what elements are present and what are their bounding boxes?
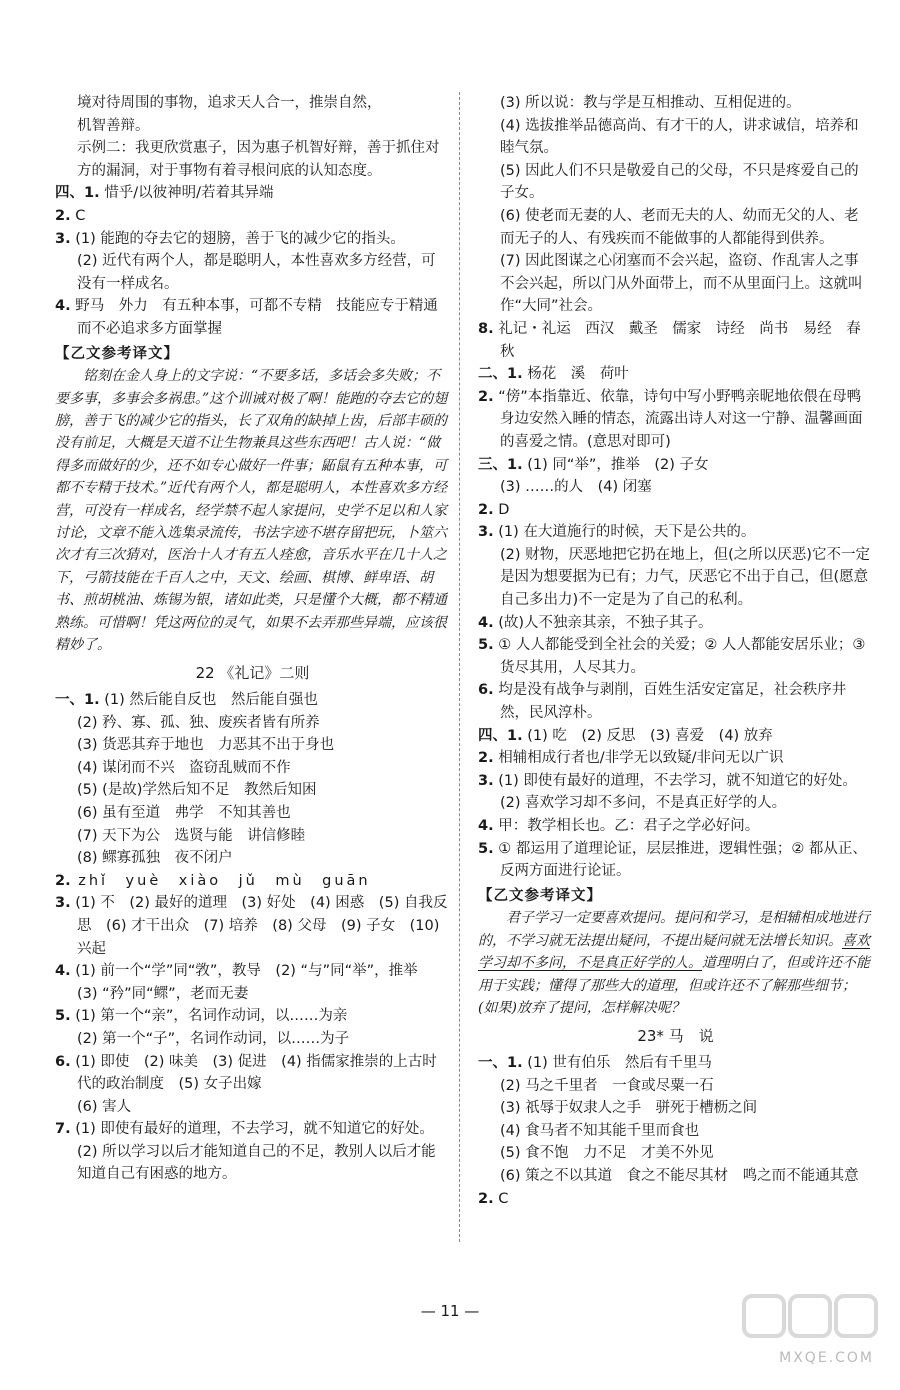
answer-text: (故)人不独亲其亲，不独子其子。 (493, 614, 713, 631)
answer-line (55, 1051, 450, 1096)
answer-line (478, 1075, 873, 1098)
answer-line (478, 1097, 873, 1120)
answer-line (55, 870, 450, 893)
answer-text: (1) 能跑的夺去它的翅膀，善于飞的减少它的指头。 (70, 230, 405, 247)
answer-text: (7) 因此图谋之心闭塞而不会兴起，盗窃、作乱害人之事不会兴起，所以门从外面带上，而不从里面闩上。这就叫作“大同”社会。 (500, 253, 863, 315)
answer-text: (1) 不 (2) 最好的道理 (3) 好处 (4) 困惑 (5) 自我反思 (6) 才干出众 (7) 培养 (8) 父母 (9) 子女 (10) 兴起 (70, 895, 448, 957)
answer-line (478, 815, 873, 838)
answer-line (478, 1165, 873, 1188)
translation-underlined: 喜欢学习却不多问，不是真正好学的人。 (478, 932, 870, 972)
answer-line (55, 1005, 450, 1028)
answer-text: (1) 即使有最好的道理，不去学习，就不知道它的好处。 (70, 1121, 434, 1138)
answer-line (55, 92, 450, 115)
answer-line (478, 679, 873, 724)
answer-line (478, 1052, 873, 1075)
answer-line (55, 137, 450, 182)
answer-text: (6) 使老而无妻的人、老而无夫的人、幼而无父的人、老而无子的人、有残疾而不能做事的人都能得到供养。 (500, 207, 859, 247)
answer-text: (6) 虽有至道 弗学 不知其善也 (77, 804, 291, 821)
answer-line (478, 544, 873, 612)
answer-text: ① 人人都能受到全社会的关爱；② 人人都能安居乐业；③ 货尽其用，人尽其力。 (493, 637, 866, 676)
answer-text: (2) 财物，厌恶地把它扔在地上，但(之所以厌恶)它不一定是因为想要据为已有；力气，厌恶它不出于自己，但(愿意自己多出力)不一定是为了自己的私利。 (500, 546, 870, 609)
answer-line (478, 1142, 873, 1165)
column-divider (459, 92, 460, 1242)
answer-line (55, 689, 450, 712)
lesson-title: 23* 马 说 (637, 1027, 714, 1046)
answer-text: C (70, 207, 86, 224)
answer-number: 3. (55, 230, 71, 247)
answer-line (478, 476, 873, 499)
answer-line (478, 612, 873, 635)
answer-text: (1) 同“举”，推举 (2) 子女 (522, 456, 709, 473)
answer-number: 2. (478, 750, 494, 767)
left-column (55, 92, 450, 1186)
answer-text: 机智善辩。 (77, 117, 150, 134)
answer-text: C (493, 1190, 509, 1207)
answer-number: 4. (478, 614, 494, 631)
answer-number: 2. (55, 872, 71, 889)
answer-line (55, 228, 450, 251)
answer-number: 8. (478, 320, 494, 337)
answer-text: (6) 害人 (77, 1098, 132, 1115)
answer-number: 6. (55, 1053, 71, 1070)
answer-text: (2) 第一个“子”，名词作动词，以……为子 (77, 1030, 350, 1047)
answer-text: (4) 谋闭而不兴 盗窃乱贼而不作 (77, 759, 291, 776)
answer-text: 野马 外力 有五种本事，可都不专精 技能应专于精通而不必追求多方面掌握 (70, 298, 438, 337)
answer-line (478, 770, 873, 793)
answer-text: D (493, 501, 510, 518)
answer-line (478, 499, 873, 522)
answer-text: (4) 选拔推举品德高尚、有才干的人，讲求诚信，培养和睦气氛。 (500, 117, 859, 157)
answer-line (55, 295, 450, 340)
answer-number: 3. (478, 524, 494, 541)
answer-text: (1) 第一个“亲”，名词作动词，以……为亲 (70, 1008, 348, 1025)
answer-number: 2. (478, 1190, 494, 1207)
pinyin-answer: zhǐ yuè xiào jǔ mù guān (70, 872, 371, 889)
answer-line (478, 160, 873, 205)
answer-line (55, 757, 450, 780)
answer-line (478, 250, 873, 318)
answer-number: 4. (55, 298, 71, 315)
answer-text: (7) 天下为公 选贤与能 讲信修睦 (77, 827, 306, 844)
answer-number: 4. (478, 818, 494, 834)
answer-number: 6. (478, 682, 494, 699)
answer-line (478, 318, 873, 363)
answer-text: (2) 所以学习以后才能知道自己的不足，教别人以后才能知道自己有困惑的地方。 (77, 1143, 436, 1183)
answer-text: (1) 前一个“学”同“敩”，教导 (2) “与”同“举”，推举 (3) “矜”同“鳏”，老而无妻 (70, 963, 433, 1002)
answer-text: (5) 因此人们不只是敬爱自己的父母，不只是疼爱自己的子女。 (500, 162, 859, 202)
answer-text: 示例二：我更欣赏惠子，因为惠子机智好辩，善于抓住对方的漏洞，对于事物有着寻根问底的认知态度。 (77, 140, 440, 179)
answer-text: (8) 鳏寡孤独 夜不闭户 (77, 850, 233, 867)
answer-line (478, 92, 873, 115)
answer-text: 境对待周围的事物，追求天人合一，推崇自然， (77, 95, 382, 111)
answer-text: (2) 喜欢学习却不多问，不是真正好学的人。 (500, 795, 787, 812)
answer-line (478, 363, 873, 386)
answer-number: 5. (478, 840, 494, 857)
answer-number: 一、1. (55, 692, 100, 708)
answer-number: 2. (478, 501, 494, 518)
answer-text: (3) 祇辱于奴隶人之手 骈死于槽枥之间 (500, 1100, 758, 1117)
answer-line (478, 454, 873, 477)
answer-text: (4) 食马者不知其能千里而食也 (500, 1122, 700, 1139)
page-number: — 11 — (420, 1302, 480, 1320)
answer-line (55, 734, 450, 757)
translation-text: 道理明白了，但或许还不能用于实践；懂得了那些大的道理，但或许还不了解那些细节；(如果)放弃了提问，怎样解决呢？ (478, 955, 870, 1016)
answer-line (55, 182, 450, 205)
answer-line (478, 634, 873, 679)
answer-line (55, 205, 450, 228)
answer-text: (2) 马之千里者 一食或尽粟一石 (500, 1077, 714, 1094)
answer-text: (2) 近代有两个人，都是聪明人，本性喜欢多方经营，可没有一样成名。 (77, 253, 436, 292)
answer-text: 相辅相成行者也/非学无以致疑/非问无以广识 (493, 750, 784, 767)
answer-line (478, 792, 873, 815)
answer-number: 2. (55, 207, 71, 224)
section-heading: 【乙文参考译文】 (55, 345, 179, 362)
answer-number: 三、1. (478, 456, 523, 473)
answer-line (55, 1028, 450, 1051)
answer-line (55, 825, 450, 848)
answer-line (478, 747, 873, 770)
answer-line (478, 1120, 873, 1143)
translation-text: 君子学习一定要喜欢提问。提问和学习，是相辅相成地进行的，不学习就无法提出疑问，不提出疑问就无法增长知识。 (478, 910, 870, 949)
answer-number: 四、1. (55, 185, 100, 202)
answer-text: (1) 吃 (2) 反思 (3) 喜爱 (4) 放弃 (522, 727, 773, 744)
answer-text: 杨花 溪 荷叶 (522, 366, 629, 383)
answer-number: 3. (55, 895, 71, 912)
answer-number: 7. (55, 1121, 71, 1138)
answer-line (478, 838, 873, 883)
answer-text: 惜乎/以彼神明/若着其异端 (99, 185, 274, 202)
answer-line (478, 521, 873, 544)
answer-line (55, 250, 450, 295)
answer-text: (3) 所以说：教与学是互相推动、互相促进的。 (500, 95, 801, 111)
answer-text: (5) 食不饱 力不足 才美不外见 (500, 1145, 714, 1162)
answer-line (478, 205, 873, 250)
answer-number: 四、1. (478, 727, 523, 744)
answer-line (55, 1096, 450, 1119)
answer-text: “傍”本指靠近、依靠，诗句中写小野鸭亲昵地依偎在母鸭身边安然入睡的情态，流露出诗人对这一宁静、温馨画面的喜爱之情。(意思对即可) (493, 388, 863, 450)
answer-line (478, 386, 873, 454)
watermark-text: MXQE.COM (779, 1350, 874, 1366)
answer-text: (1) 然后能自反也 然后能自强也 (99, 692, 318, 708)
answer-number: 2. (478, 388, 494, 405)
answer-text: (6) 策之不以其道 食之不能尽其材 鸣之而不能通其意 (500, 1167, 859, 1184)
answer-line (55, 847, 450, 870)
answer-line (55, 960, 450, 1005)
answer-text: 礼记・礼运 西汉 戴圣 儒家 诗经 尚书 易经 春秋 (493, 320, 861, 360)
answer-number: 3. (478, 772, 494, 789)
right-column (478, 92, 873, 1210)
lesson-title: 22 《礼记》二则 (195, 664, 310, 683)
answer-text: 甲：教学相长也。乙：君子之学必好问。 (493, 818, 760, 834)
translation-paragraph: 铭刻在金人身上的文字说：“不要多话，多话会多失败；不要多事，多事会多祸患。”这个训诫对极了啊！能跑的夺去它的翅膀，善于飞的减少它的指头，长了双角的缺掉上齿，后部丰硕的没有前足，大概是天道不让生物兼具这些东西吧！古人说：“做得多而做好的少，还不如专心做好一件事；鼫鼠有五种本事，可都不专精于技术。”近代有两个人，都是聪明人，本性喜欢多方经营，可没有一样成名，经学禁不起人家提问，史学不足以和人家讨论，文章不能入选集录流传，书法字迹不堪存留把玩，卜筮六次才有三次猜对，医治十人才有五人痊愈，音乐水平在几十人之下，弓箭技能在千百人之中，天文、绘画、棋博、鲜卑语、胡书、煎胡桃油、炼锡为银，诸如此类，只是懂个大概，都不精通熟练。可惜啊！凭这两位的灵气，如果不去弄那些异端，应该很精妙了。 (55, 368, 448, 653)
answer-text: (2) 矜、寡、孤、独、废疾者皆有所养 (77, 714, 320, 731)
answer-text: (3) 货恶其弃于地也 力恶其不出于身也 (77, 737, 335, 754)
answer-line (55, 1141, 450, 1186)
answer-number: 5. (478, 637, 494, 654)
answer-number: 5. (55, 1008, 71, 1025)
answer-line (55, 1118, 450, 1141)
answer-line (478, 115, 873, 160)
translation-paragraph (478, 907, 873, 1019)
answer-text: ① 都运用了道理论证，层层推进，逻辑性强；② 都从正、反两方面进行论证。 (493, 840, 867, 880)
answer-number: 4. (55, 963, 71, 980)
answer-line (55, 115, 450, 138)
answer-line (478, 1188, 873, 1211)
answer-text: (1) 即使 (2) 味美 (3) 促进 (4) 指儒家推崇的上古时代的政治制度 (5) 女子出嫁 (70, 1053, 437, 1093)
answer-line (55, 802, 450, 825)
section-heading: 【乙文参考译文】 (478, 887, 602, 904)
answer-text: (1) 即使有最好的道理，不去学习，就不知道它的好处。 (493, 772, 857, 789)
answer-number: 二、1. (478, 366, 523, 383)
answer-text: (1) 在大道施行的时候，天下是公共的。 (493, 524, 756, 541)
answer-line (55, 712, 450, 735)
answer-number: 一、1. (478, 1055, 523, 1071)
answer-text: (3) ……的人 (4) 闭塞 (500, 479, 652, 496)
answer-line (478, 725, 873, 748)
answer-line (55, 892, 450, 960)
answer-line (55, 779, 450, 802)
answer-text: (1) 世有伯乐 然后有千里马 (522, 1055, 712, 1071)
answer-text: (5) (是故)学然后知不足 教然后知困 (77, 782, 317, 799)
answer-text: 均是没有战争与剥削，百姓生活安定富足，社会秩序井然，民风淳朴。 (493, 682, 847, 722)
